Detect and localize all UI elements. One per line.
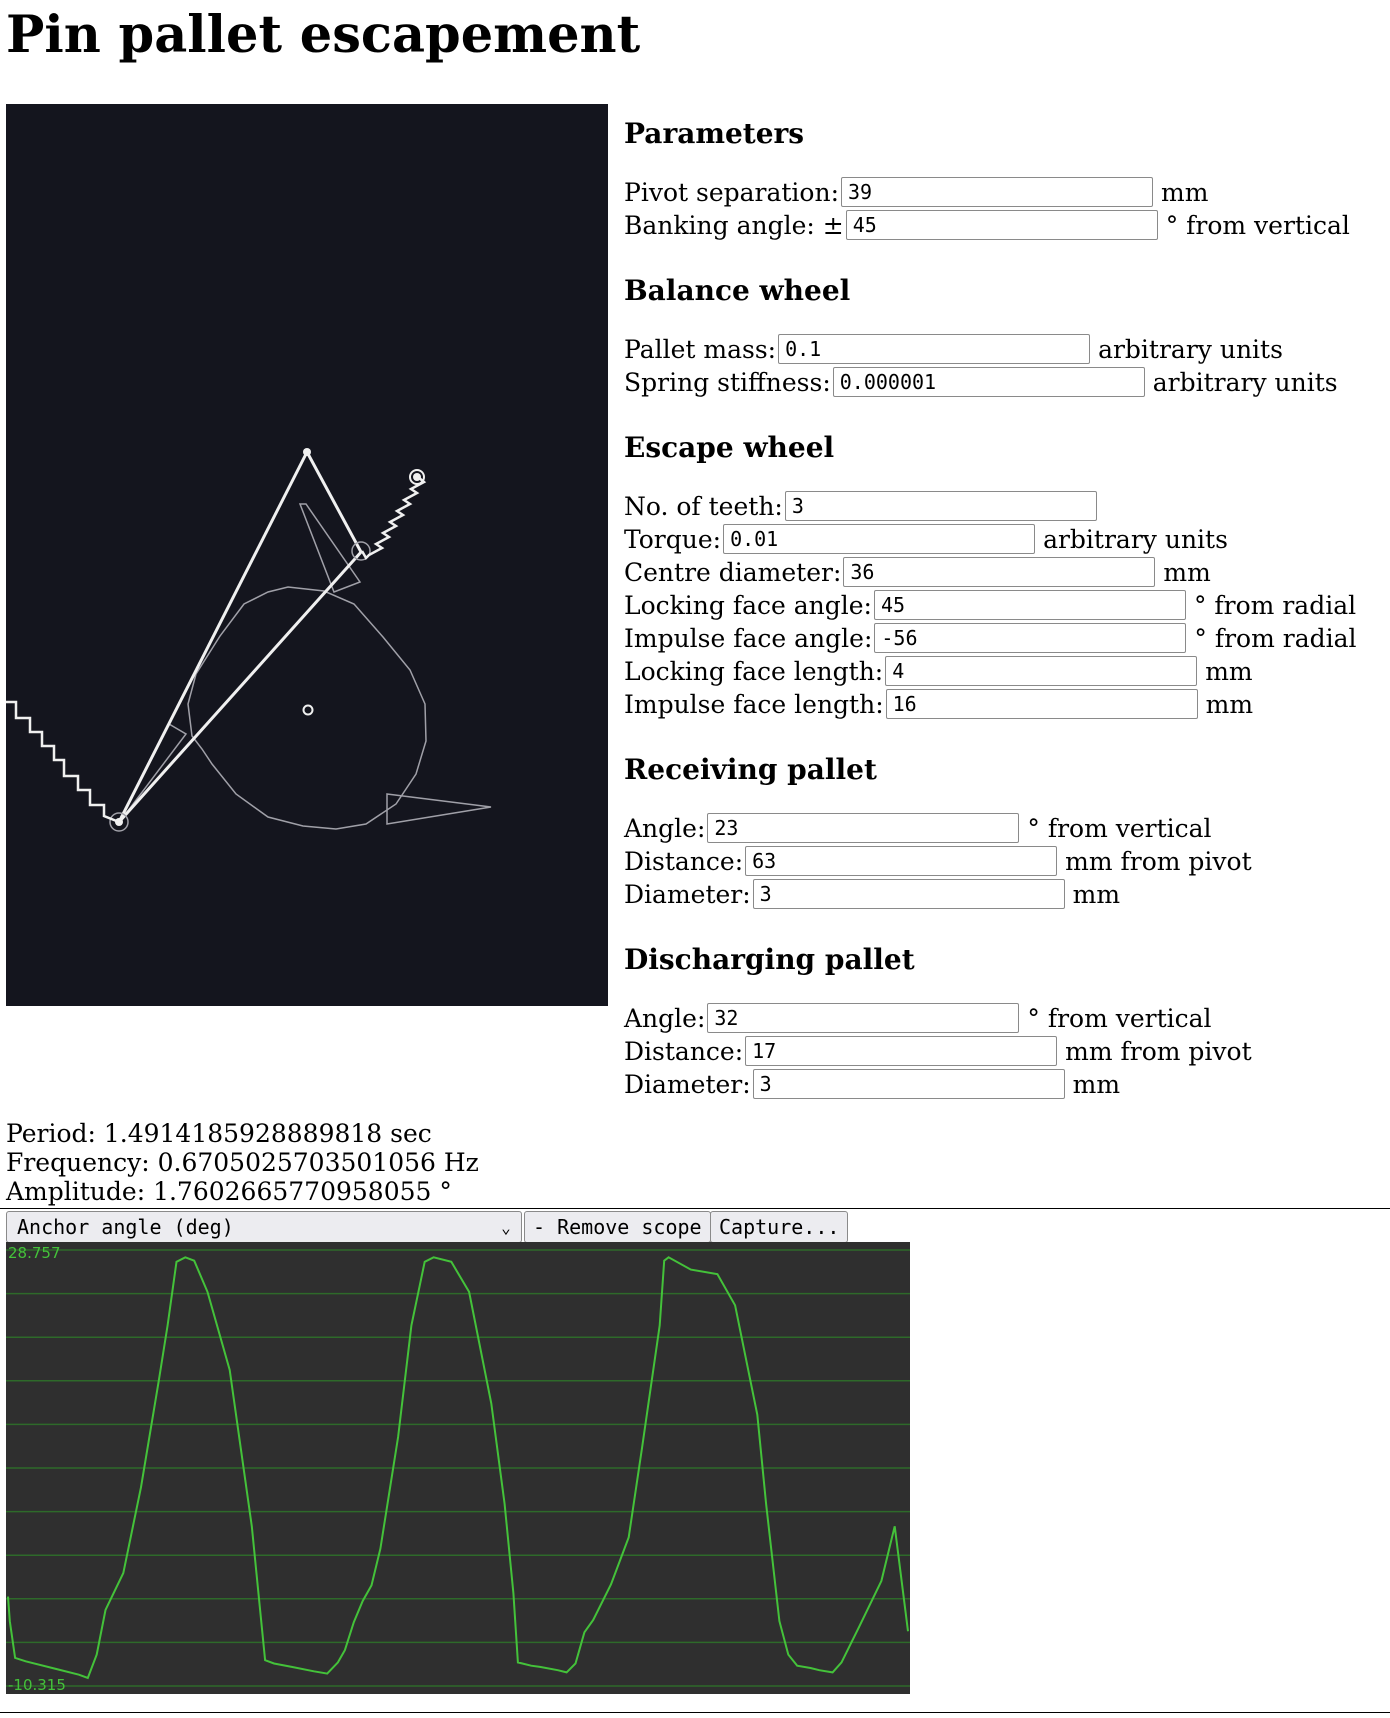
section-heading: Receiving pallet <box>624 753 877 786</box>
param-unit: mm <box>1205 656 1253 686</box>
param-row-discharging-angle <box>624 1001 1212 1035</box>
scope-bottom-rule <box>0 1712 1390 1713</box>
no-of-teeth-input[interactable] <box>785 491 1097 521</box>
scope-signal-select[interactable] <box>6 1211 522 1243</box>
section-heading: Discharging pallet <box>624 943 915 976</box>
section-heading: Balance wheel <box>624 274 851 307</box>
param-row-locking-face-angle <box>624 588 1356 622</box>
param-label: Torque: <box>624 524 722 554</box>
spring-stiffness-input[interactable] <box>833 367 1145 397</box>
escapement-simulation-canvas[interactable] <box>6 104 608 1006</box>
centre-diameter-input[interactable] <box>843 557 1155 587</box>
param-unit: ° from vertical <box>1165 210 1350 240</box>
section-receiving-pallet <box>624 753 877 786</box>
section-escape-wheel <box>624 431 835 464</box>
capture-button[interactable]: Capture... <box>710 1211 848 1243</box>
param-label: Locking face angle: <box>624 590 872 620</box>
section-heading: Parameters <box>624 117 805 150</box>
param-row-receiving-distance <box>624 844 1252 878</box>
param-row-pallet-mass <box>624 332 1283 366</box>
param-row-impulse-face-angle <box>624 621 1357 655</box>
section-heading: Escape wheel <box>624 431 835 464</box>
param-row-discharging-diameter <box>624 1067 1120 1101</box>
param-unit: arbitrary units <box>1098 334 1283 364</box>
param-row-no-of-teeth <box>624 489 1105 523</box>
discharging-distance-input[interactable] <box>745 1036 1057 1066</box>
param-row-pivot-separation <box>624 175 1208 209</box>
anchor-pivot <box>303 448 311 456</box>
param-unit: ° from vertical <box>1027 813 1212 843</box>
param-unit: mm <box>1072 879 1121 909</box>
frequency-readout: Frequency: 0.6705025703501056 Hz <box>6 1148 479 1177</box>
param-unit: arbitrary units <box>1152 367 1338 397</box>
pivot-separation-input[interactable] <box>841 177 1153 207</box>
param-unit: ° from vertical <box>1027 1003 1212 1033</box>
param-unit: mm <box>1205 689 1254 719</box>
param-label: Distance: <box>624 846 744 876</box>
impulse-face-length-input[interactable] <box>886 689 1198 719</box>
section-balance-wheel <box>624 274 851 307</box>
spring-anchor-pin <box>413 473 421 481</box>
param-unit: arbitrary units <box>1043 524 1228 554</box>
param-row-banking-angle <box>624 208 1350 242</box>
param-unit: mm from pivot <box>1065 1036 1252 1066</box>
discharging-angle-input[interactable] <box>707 1003 1019 1033</box>
receiving-angle-input[interactable] <box>707 813 1019 843</box>
param-label: Pivot separation: <box>624 177 839 207</box>
param-label: Centre diameter: <box>624 557 842 587</box>
page-title: Pin pallet escapement <box>6 5 641 65</box>
param-label: No. of teeth: <box>624 491 783 521</box>
param-row-discharging-distance <box>624 1034 1252 1068</box>
locking-face-angle-input[interactable] <box>874 590 1186 620</box>
scope-toolbar <box>0 1208 1390 1243</box>
param-label: Pallet mass: <box>624 334 777 364</box>
param-label: Banking angle: ± <box>624 210 844 240</box>
locking-face-length-input[interactable] <box>885 656 1197 686</box>
param-unit: ° from radial <box>1194 623 1357 653</box>
impulse-face-angle-input[interactable] <box>874 623 1186 653</box>
discharging-diameter-input[interactable] <box>753 1069 1065 1099</box>
banking-angle-input[interactable] <box>846 210 1158 240</box>
param-row-spring-stiffness <box>624 365 1338 399</box>
param-row-receiving-diameter <box>624 877 1120 911</box>
param-label: Spring stiffness: <box>624 367 831 397</box>
param-label: Impulse face length: <box>624 689 884 719</box>
param-unit: mm <box>1161 177 1209 207</box>
simulation-background <box>6 104 608 1006</box>
amplitude-readout: Amplitude: 1.7602665770958055 ° <box>6 1177 452 1206</box>
param-row-locking-face-length <box>624 654 1253 688</box>
param-row-impulse-face-length <box>624 687 1253 721</box>
torque-input[interactable] <box>723 524 1035 554</box>
param-label: Distance: <box>624 1036 744 1066</box>
scope-ymin-label: -10.315 <box>8 1676 66 1694</box>
param-label: Angle: <box>624 813 706 843</box>
param-unit: mm <box>1072 1069 1121 1099</box>
param-row-torque <box>624 522 1228 556</box>
period-readout: Period: 1.4914185928889818 sec <box>6 1119 432 1148</box>
param-label: Diameter: <box>624 879 751 909</box>
param-label: Impulse face angle: <box>624 623 873 653</box>
param-row-receiving-angle <box>624 811 1212 845</box>
param-unit: mm from pivot <box>1065 846 1252 876</box>
param-label: Locking face length: <box>624 656 884 686</box>
param-unit: mm <box>1163 557 1211 587</box>
section-parameters <box>624 117 805 150</box>
scope-plot <box>6 1242 910 1694</box>
receiving-distance-input[interactable] <box>745 846 1057 876</box>
param-label: Diameter: <box>624 1069 751 1099</box>
remove-scope-button[interactable]: - Remove scope <box>524 1211 711 1243</box>
receiving-diameter-input[interactable] <box>753 879 1065 909</box>
pallet-mass-input[interactable] <box>778 334 1090 364</box>
chevron-down-icon: ⌄ <box>501 1217 511 1237</box>
section-discharging-pallet <box>624 943 915 976</box>
scope-selected-signal: Anchor angle (deg) <box>17 1215 234 1239</box>
param-unit: ° from radial <box>1193 590 1357 620</box>
scope-ymax-label: 28.757 <box>8 1244 61 1262</box>
param-row-centre-diameter <box>624 555 1211 589</box>
param-label: Angle: <box>624 1003 706 1033</box>
